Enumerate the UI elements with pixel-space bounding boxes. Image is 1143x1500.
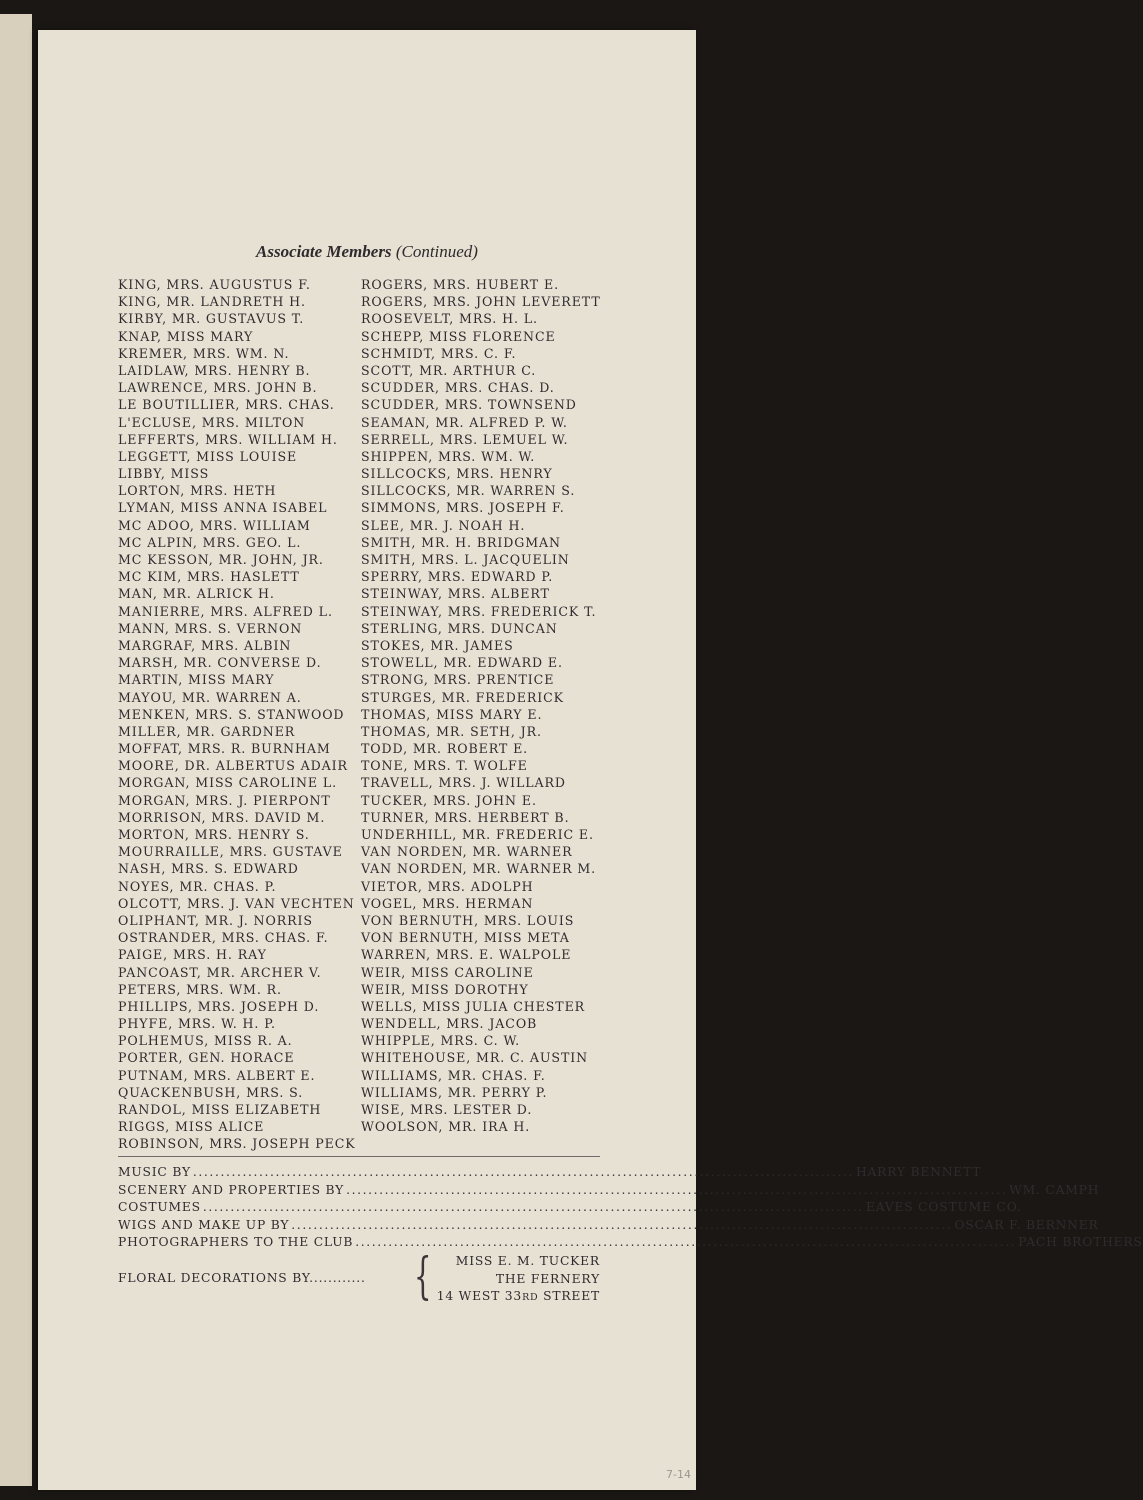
member-name: STERLING, MRS. DUNCAN: [361, 620, 558, 636]
member-name: OLIPHANT, MR. J. NORRIS: [118, 912, 313, 928]
member-name: SLEE, MR. J. NOAH H.: [361, 517, 526, 533]
member-name: SPERRY, MRS. EDWARD P.: [361, 569, 554, 585]
member-name: KING, MRS. AUGUSTUS F.: [118, 277, 311, 292]
member-name: WEIR, MISS DOROTHY: [361, 981, 529, 997]
member-name: TURNER, MRS. HERBERT B.: [361, 809, 570, 825]
title-continued: (Continued): [395, 242, 478, 261]
production-credits: [118, 1164, 1143, 1252]
previous-page-edge: [0, 14, 32, 1486]
member-name: SMITH, MR. H. BRIDGMAN: [361, 534, 561, 550]
member-name: MC ADOO, MRS. WILLIAM: [118, 517, 311, 533]
member-name: MARSH, MR. CONVERSE D.: [118, 655, 322, 671]
member-name: VAN NORDEN, MR. WARNER M.: [361, 861, 597, 877]
credit-label: PHOTOGRAPHERS TO THE CLUB: [118, 1235, 354, 1250]
member-name: MOURRAILLE, MRS. GUSTAVE: [118, 844, 343, 860]
member-name: WENDELL, MRS. JACOB: [361, 1016, 538, 1032]
credit-row: [118, 1164, 982, 1182]
leader-dots: ........................................................................................................................: [355, 1235, 1017, 1250]
member-name: MANIERRE, MRS. ALFRED L.: [118, 603, 333, 619]
members-left-column: [118, 276, 356, 1153]
title-main: Associate Members: [256, 242, 392, 261]
member-name: STURGES, MR. FREDERICK: [361, 689, 564, 705]
member-name: UNDERHILL, MR. FREDERIC E.: [361, 827, 594, 842]
credit-label: SCENERY AND PROPERTIES BY: [118, 1182, 345, 1197]
member-name: TRAVELL, MRS. J. WILLARD: [361, 775, 566, 791]
member-name: MC ALPIN, MRS. GEO. L.: [118, 534, 302, 550]
member-name: MENKEN, MRS. S. STANWOOD: [118, 706, 345, 722]
member-name: SIMMONS, MRS. JOSEPH F.: [361, 500, 565, 516]
member-name: WISE, MRS. LESTER D.: [361, 1102, 533, 1117]
credit-label: WIGS AND MAKE UP BY: [118, 1217, 290, 1232]
member-name: WILLIAMS, MR. CHAS. F.: [361, 1067, 546, 1083]
member-name: MORRISON, MRS. DAVID M.: [118, 809, 326, 825]
credit-row: [118, 1234, 1143, 1252]
member-name: QUACKENBUSH, MRS. S.: [118, 1084, 304, 1100]
floral-line-3: 14 WEST 33RD STREET: [436, 1289, 600, 1304]
member-name: KIRBY, MR. GUSTAVUS T.: [118, 311, 305, 327]
leader-dots: ........................................................................................................................: [192, 1165, 854, 1179]
member-name: SMITH, MRS. L. JACQUELIN: [361, 552, 570, 567]
member-name: STOWELL, MR. EDWARD E.: [361, 655, 563, 671]
leader-dots: ........................................................................................................................: [346, 1182, 1008, 1197]
member-name: STOKES, MR. JAMES: [361, 637, 514, 653]
member-name: LE BOUTILLIER, MRS. CHAS.: [118, 397, 335, 413]
member-name: MARGRAF, MRS. ALBIN: [118, 637, 292, 653]
member-name: MOORE, DR. ALBERTUS ADAIR: [118, 758, 348, 774]
member-name: WHIPPLE, MRS. C. W.: [361, 1033, 521, 1049]
member-name: MOFFAT, MRS. R. BURNHAM: [118, 741, 331, 757]
floral-label: FLORAL DECORATIONS BY: [118, 1271, 310, 1285]
member-name: L'ECLUSE, MRS. MILTON: [118, 414, 306, 430]
member-name: MC KESSON, MR. JOHN, JR.: [118, 552, 324, 567]
section-divider: [118, 1156, 600, 1157]
floral-line-2: THE FERNERY: [495, 1271, 600, 1286]
member-name: MC KIM, MRS. HASLETT: [118, 569, 300, 585]
credit-value: WM. CAMPH: [1009, 1182, 1100, 1197]
member-name: LAWRENCE, MRS. JOHN B.: [118, 380, 318, 396]
member-name: RIGGS, MISS ALICE: [118, 1119, 265, 1135]
member-name: PAIGE, MRS. H. RAY: [118, 947, 267, 963]
member-name: WELLS, MISS JULIA CHESTER: [361, 998, 586, 1014]
member-name: LEFFERTS, MRS. WILLIAM H.: [118, 431, 338, 447]
member-name: MAN, MR. ALRICK H.: [118, 586, 275, 602]
credit-row: [118, 1182, 1100, 1200]
member-name: LYMAN, MISS ANNA ISABEL: [118, 500, 328, 516]
member-name: WHITEHOUSE, MR. C. AUSTIN: [361, 1050, 589, 1066]
member-name: LAIDLAW, MRS. HENRY B.: [118, 362, 311, 378]
member-name: PHYFE, MRS. W. H. P.: [118, 1016, 276, 1032]
floral-providers: [437, 1253, 600, 1306]
member-name: OSTRANDER, MRS. CHAS. F.: [118, 930, 329, 946]
member-name: WILLIAMS, MR. PERRY P.: [361, 1084, 548, 1100]
members-right-column: [361, 276, 601, 1135]
credit-row: [118, 1199, 1022, 1217]
member-name: SILLCOCKS, MR. WARREN S.: [361, 483, 576, 499]
member-name: THOMAS, MISS MARY E.: [361, 706, 543, 722]
credit-value: HARRY BENNETT: [855, 1165, 982, 1179]
member-name: STEINWAY, MRS. FREDERICK T.: [361, 603, 597, 619]
member-name: WOOLSON, MR. IRA H.: [361, 1119, 531, 1135]
member-name: WEIR, MISS CAROLINE: [361, 964, 534, 980]
member-name: LORTON, MRS. HETH: [118, 483, 277, 499]
member-name: POLHEMUS, MISS R. A.: [118, 1033, 293, 1049]
floral-label-row: FLORAL DECORATIONS BY............: [118, 1271, 366, 1285]
member-name: SCUDDER, MRS. TOWNSEND: [361, 397, 577, 413]
member-name: MORTON, MRS. HENRY S.: [118, 827, 310, 842]
member-name: SEAMAN, MR. ALFRED P. W.: [361, 414, 568, 430]
member-name: KING, MR. LANDRETH H.: [118, 294, 306, 310]
floral-line-1: MISS E. M. TUCKER: [455, 1254, 600, 1268]
member-name: MORGAN, MRS. J. PIERPONT: [118, 792, 331, 808]
member-name: TUCKER, MRS. JOHN E.: [361, 792, 537, 808]
credit-label: MUSIC BY: [118, 1165, 191, 1179]
member-name: SHIPPEN, MRS. WM. W.: [361, 448, 536, 464]
credit-value: PACH BROTHERS: [1018, 1235, 1143, 1250]
member-name: OLCOTT, MRS. J. VAN VECHTEN: [118, 895, 355, 911]
member-name: KNAP, MISS MARY: [118, 328, 254, 344]
member-name: ROOSEVELT, MRS. H. L.: [361, 311, 538, 327]
brace-icon: {: [414, 1247, 432, 1305]
member-name: MANN, MRS. S. VERNON: [118, 620, 303, 636]
member-name: VON BERNUTH, MISS META: [361, 930, 570, 946]
member-name: WARREN, MRS. E. WALPOLE: [361, 947, 572, 963]
member-name: PANCOAST, MR. ARCHER V.: [118, 964, 322, 980]
member-name: PUTNAM, MRS. ALBERT E.: [118, 1067, 316, 1083]
member-name: PHILLIPS, MRS. JOSEPH D.: [118, 998, 320, 1014]
member-name: SILLCOCKS, MRS. HENRY: [361, 466, 553, 482]
member-name: ROGERS, MRS. JOHN LEVERETT: [361, 294, 601, 310]
member-name: STEINWAY, MRS. ALBERT: [361, 586, 550, 602]
floral-credit: [118, 1247, 600, 1307]
credit-label: COSTUMES: [118, 1200, 201, 1215]
program-page: [38, 30, 1143, 1490]
member-name: KREMER, MRS. WM. N.: [118, 345, 290, 361]
member-name: PETERS, MRS. WM. R.: [118, 981, 282, 997]
page-title: [38, 242, 696, 262]
credit-row: [118, 1217, 1099, 1235]
member-name: SCOTT, MR. ARTHUR C.: [361, 362, 537, 378]
member-name: SERRELL, MRS. LEMUEL W.: [361, 431, 569, 447]
member-name: SCUDDER, MRS. CHAS. D.: [361, 380, 555, 396]
member-name: TONE, MRS. T. WOLFE: [361, 758, 528, 774]
member-name: MILLER, MR. GARDNER: [118, 723, 296, 739]
member-name: STRONG, MRS. PRENTICE: [361, 672, 555, 688]
member-name: MARTIN, MISS MARY: [118, 672, 275, 688]
leader-dots: ........................................................................................................................: [202, 1200, 864, 1215]
member-name: NOYES, MR. CHAS. P.: [118, 878, 277, 894]
credit-value: EAVES COSTUME CO.: [865, 1200, 1022, 1215]
member-name: LIBBY, MISS: [118, 466, 210, 482]
member-name: THOMAS, MR. SETH, JR.: [361, 723, 542, 739]
leader-dots: ........................................................................................................................: [291, 1217, 953, 1232]
member-name: VON BERNUTH, MRS. LOUIS: [361, 912, 575, 928]
member-name: MORGAN, MISS CAROLINE L.: [118, 775, 338, 791]
member-name: ROBINSON, MRS. JOSEPH PECK: [118, 1136, 356, 1152]
member-name: NASH, MRS. S. EDWARD: [118, 861, 299, 877]
member-name: VAN NORDEN, MR. WARNER: [361, 844, 573, 860]
member-name: ROGERS, MRS. HUBERT E.: [361, 277, 559, 292]
member-name: VIETOR, MRS. ADOLPH: [361, 878, 534, 894]
member-name: TODD, MR. ROBERT E.: [361, 741, 529, 757]
member-name: RANDOL, MISS ELIZABETH: [118, 1102, 322, 1117]
credit-value: OSCAR F. BERNNER: [954, 1217, 1099, 1232]
member-name: SCHEPP, MISS FLORENCE: [361, 328, 556, 344]
handwritten-page-note: 7-14: [666, 1468, 691, 1481]
member-name: PORTER, GEN. HORACE: [118, 1050, 295, 1066]
member-name: SCHMIDT, MRS. C. F.: [361, 345, 517, 361]
member-name: MAYOU, MR. WARREN A.: [118, 689, 302, 705]
member-name: VOGEL, MRS. HERMAN: [361, 895, 534, 911]
member-name: LEGGETT, MISS LOUISE: [118, 448, 298, 464]
